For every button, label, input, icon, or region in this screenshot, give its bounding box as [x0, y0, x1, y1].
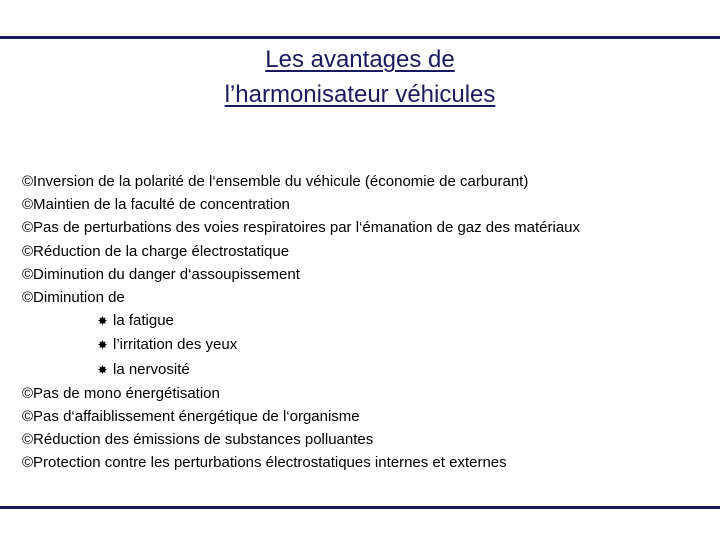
list-item: ©Réduction de la charge électrostatique: [22, 242, 290, 260]
sub-list-item: [22, 333, 712, 357]
asterisk-bullet-icon: ✸: [97, 314, 108, 329]
sub-list-item: [22, 358, 712, 382]
list-item: ©Pas d‘affaiblissement énergétique de l‘organisme: [22, 408, 360, 426]
sub-item-label: la fatigue: [113, 312, 174, 330]
list-item: ©Pas de mono énergétisation: [22, 384, 220, 402]
list-item: ©Diminution de: [22, 289, 125, 307]
sub-item-label: l’irritation des yeux: [113, 336, 238, 354]
title-line-1: Les avantages de: [265, 46, 455, 73]
list-item: ©Réduction des émissions de substances polluantes: [22, 431, 374, 449]
list-item: ©Protection contre les perturbations électrostatiques internes et externes: [22, 454, 507, 472]
bottom-divider: [0, 506, 720, 509]
asterisk-bullet-icon: ✸: [97, 362, 108, 377]
list-item: ©Inversion de la polarité de l‘ensemble du véhicule (économie de carburant): [22, 173, 529, 190]
list-item: ©Maintien de la faculté de concentration: [22, 196, 290, 214]
list-item: ©Pas de perturbations des voies respiratoires par l‘émanation de gaz des matériaux: [22, 219, 581, 237]
top-divider: [0, 36, 720, 39]
page-title: [0, 42, 720, 112]
advantages-list: [22, 170, 712, 475]
title-line-2: l’harmonisateur véhicules: [224, 81, 496, 108]
asterisk-bullet-icon: ✸: [97, 338, 108, 353]
list-item: ©Diminution du danger d‘assoupissement: [22, 265, 300, 283]
sub-item-label: la nervosité: [113, 360, 190, 378]
sub-list-item: [22, 309, 712, 333]
